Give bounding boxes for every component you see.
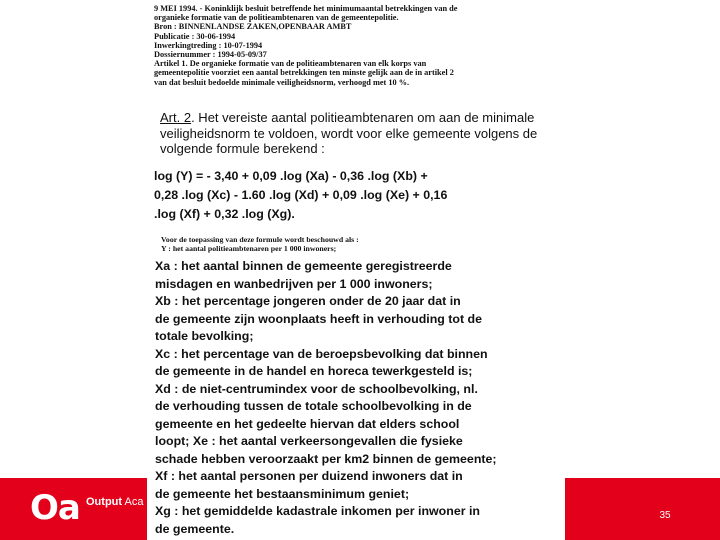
definition-line: schade hebben veroorzaakt per km2 binnen de gemeente;	[155, 451, 497, 466]
header-line: Inwerkingtreding : 10-07-1994	[154, 40, 263, 50]
definition-line: misdagen en wanbedrijven per 1 000 inwoners;	[155, 276, 433, 291]
article-2-line	[160, 110, 560, 126]
page-number: 35	[659, 510, 671, 521]
formula-line: .log (Xf) + 0,32 .log (Xg).	[154, 207, 295, 221]
definition-line: Xd : de niet-centrumindex voor de schoolbevolking, nl.	[155, 381, 478, 396]
definition-line: de gemeente in de handel en horeca tewerkgesteld is;	[155, 364, 473, 378]
header-line: organieke formatie van de politieambtenaren van de gemeentepolitie.	[154, 13, 399, 23]
formula	[154, 167, 559, 224]
definition-line: de verhouding tussen de totale schoolbevolking in de	[155, 399, 472, 413]
brand-name-bold: Output	[86, 496, 123, 508]
formula-line: log (Y) = - 3,40 + 0,09 .log (Xa) - 0,36 .log (Xb) +	[154, 169, 428, 183]
article-2-line: veiligheidsnorm te voldoen, wordt voor elke gemeente volgens de	[160, 125, 538, 141]
definition-line: de gemeente het bestaansminimum geniet;	[155, 486, 410, 501]
brand-name	[86, 496, 143, 508]
definition-line: Xg : het gemiddelde kadastrale inkomen per inwoner in	[155, 504, 480, 518]
article-2-label: Art. 2	[160, 110, 192, 125]
definition-line: Xa : het aantal binnen de gemeente geregistreerde	[155, 259, 452, 273]
article-2-text: . Het vereiste aantal politieambtenaren om aan de minimale	[191, 110, 535, 125]
formula-note	[161, 235, 561, 253]
definition-line: Xb : het percentage jongeren onder de 20 jaar dat in	[155, 294, 461, 308]
scanned-document	[147, 0, 565, 540]
definition-line: de gemeente.	[155, 521, 235, 536]
definition-line: de gemeente zijn woonplaats heeft in verhouding tot de	[155, 311, 483, 326]
note-line: Voor de toepassing van deze formule wordt beschouwd als :	[161, 235, 359, 244]
article-2-line: volgende formule berekend :	[160, 141, 325, 156]
variable-definitions	[155, 258, 561, 538]
definition-line: loopt; Xe : het aantal verkeersongevallen die fysieke	[155, 434, 463, 448]
header-line: Artikel 1. De organieke formatie van de politieambtenaren van elk korps van	[154, 59, 427, 69]
definition-line: gemeente en het gedeelte hiervan dat elders school	[155, 416, 460, 431]
decree-header	[154, 4, 559, 87]
header-line: gemeentepolitie voorziet een aantal betrekkingen ten minste gelijk aan de in artikel 2	[154, 68, 454, 78]
definition-line: Xf : het aantal personen per duizend inwoners dat in	[155, 469, 463, 483]
header-line: Dossiernummer : 1994-05-09/37	[154, 50, 267, 60]
formula-line: 0,28 .log (Xc) - 1.60 .log (Xd) + 0,09 .log (Xe) + 0,16	[154, 188, 448, 202]
header-line: van dat besluit bedoelde minimale veiligheidsnorm, verhoogd met 10 %.	[154, 77, 410, 87]
definition-line: totale bevolking;	[155, 329, 254, 343]
brand-logo: Oa	[30, 488, 80, 528]
note-line: Y : het aantal politieambtenaren per 1 000 inwoners;	[161, 244, 337, 253]
header-line: Bron : BINNENLANDSE ZAKEN,OPENBAAR AMBT	[154, 22, 352, 32]
definition-line: Xc : het percentage van de beroepsbevolking dat binnen	[155, 346, 488, 361]
article-2	[160, 110, 560, 157]
header-line: Publicatie : 30-06-1994	[154, 31, 236, 41]
brand-name-rest: Aca	[122, 496, 144, 508]
header-line: 9 MEI 1994. - Koninklijk besluit betreffende het minimumaantal betrekkingen van de	[154, 4, 458, 13]
